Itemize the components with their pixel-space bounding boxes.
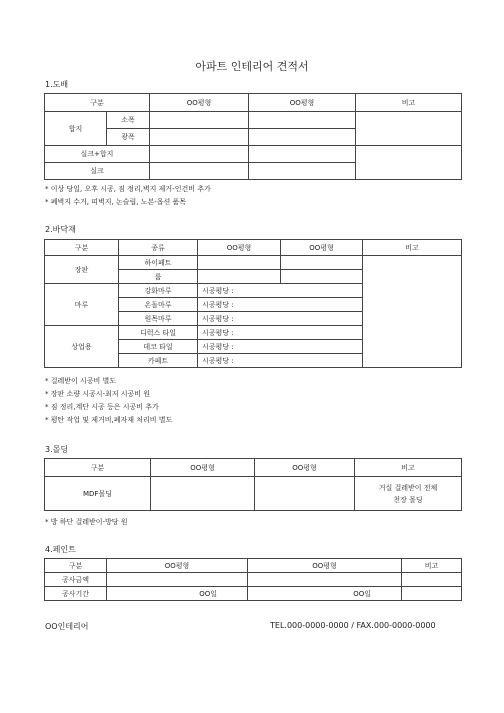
- item-label: 온돌마루: [119, 298, 198, 312]
- note: * 방 하단 걸레받이-방당 원: [45, 518, 128, 526]
- note: * 이상 당일, 오후 시공, 짐 정리,벽지 제거-인건비 추가: [45, 185, 211, 193]
- unit-price: 시공평당 :: [198, 312, 363, 326]
- header-cell: OO평형: [249, 94, 356, 112]
- unit-price: 시공평당 :: [198, 326, 363, 340]
- row-label-hapji: 합지: [45, 112, 107, 146]
- row-label: 공사기간: [45, 587, 107, 601]
- unit-price: 시공평당 :: [198, 354, 363, 368]
- item-label: 데코 타일: [119, 340, 198, 354]
- remark-cell: [355, 477, 462, 511]
- period-cell: OO일: [107, 587, 248, 601]
- section-3-title: 3.몰딩: [45, 445, 69, 454]
- remark-line: 천장 몰딩: [393, 495, 423, 504]
- item-label: 원목마루: [119, 312, 198, 326]
- note: * 걸레받이 시공비 별도: [45, 377, 117, 385]
- header-cell: 비고: [355, 459, 462, 477]
- row-label: MDF몰딩: [45, 477, 151, 511]
- header-cell: OO평형: [150, 94, 249, 112]
- row-label-maru: 마루: [45, 284, 119, 326]
- section-4-title: 4.페인트: [45, 545, 76, 554]
- header-cell: 구분: [45, 559, 107, 573]
- paint-table: [44, 558, 462, 601]
- note: * 평탄 작업 및 제거비,폐자재 처리비 별도: [45, 416, 173, 424]
- row-label: 공사금액: [45, 573, 107, 587]
- item-label: 륨: [119, 270, 198, 284]
- period-cell: OO일: [248, 587, 402, 601]
- unit-price: 시공평당 :: [198, 298, 363, 312]
- wallpaper-table: [44, 93, 462, 180]
- row-label: 광폭: [107, 129, 150, 146]
- item-label: 디럭스 타일: [119, 326, 198, 340]
- header-cell: OO평형: [151, 459, 255, 477]
- section-2-title: 2.바닥재: [45, 225, 76, 234]
- remark-line: 거실 걸레받이 전체: [378, 483, 438, 492]
- header-cell: 비고: [356, 94, 462, 112]
- header-cell: 구분: [45, 94, 150, 112]
- header-cell: 구분: [45, 459, 151, 477]
- molding-table: [44, 458, 462, 511]
- header-cell: 비고: [402, 559, 462, 573]
- header-cell: OO평형: [255, 459, 355, 477]
- row-label: 소폭: [107, 112, 150, 129]
- company-name: OO인테리어: [45, 622, 89, 631]
- row-label-jangpan: 장판: [45, 256, 119, 284]
- row-label: 실크: [45, 163, 150, 180]
- page-title: 아파트 인테리어 견적서: [195, 60, 309, 73]
- unit-price: 시공평당 :: [198, 284, 363, 298]
- header-cell: OO평형: [248, 559, 402, 573]
- note: * 장판 소량 시공시-최저 시공비 원: [45, 390, 151, 398]
- note: * 짐 정리,계단 시공 등은 시공비 추가: [45, 403, 159, 411]
- item-label: 카페트: [119, 354, 198, 368]
- section-1-title: 1.도배: [45, 80, 69, 89]
- header-cell: OO평형: [107, 559, 248, 573]
- flooring-table: [44, 239, 462, 368]
- note: * 폐벽지 수거, 띠벽지, 논슬립, 노본-옵션 품목: [45, 198, 187, 206]
- row-label: 실크+합지: [45, 146, 150, 163]
- header-cell: 구분: [45, 240, 119, 256]
- item-label: 하이페트: [119, 256, 198, 270]
- row-label-sangup: 상업용: [45, 326, 119, 368]
- header-cell: 종류: [119, 240, 198, 256]
- header-cell: OO평형: [198, 240, 281, 256]
- header-cell: OO평형: [281, 240, 363, 256]
- unit-price: 시공평당 :: [198, 340, 363, 354]
- header-cell: 비고: [363, 240, 462, 256]
- item-label: 강화마루: [119, 284, 198, 298]
- contact-info: TEL.000-0000-0000 / FAX.000-0000-0000: [270, 621, 436, 630]
